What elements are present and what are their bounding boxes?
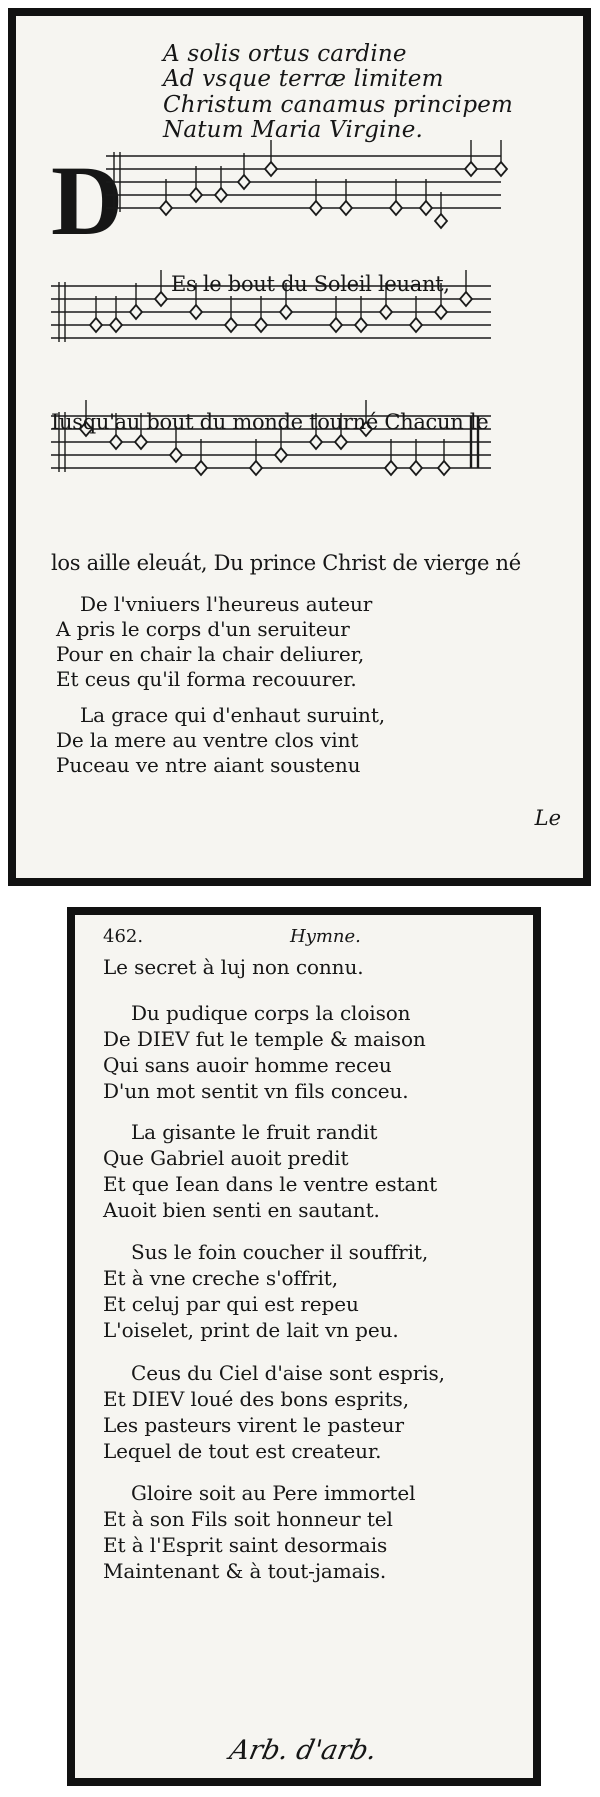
note-head (385, 461, 397, 475)
note-head (380, 305, 392, 319)
stanza-5-line-3: Et celuj par qui est repeu (103, 1292, 359, 1316)
music-staff-1 (106, 140, 507, 228)
note-head (90, 318, 102, 332)
note-head (135, 435, 147, 449)
note-head (310, 435, 322, 449)
note-head (465, 162, 477, 176)
stanza-5-line-4: L'oiselet, print de lait vn peu. (103, 1318, 399, 1342)
note-head (435, 305, 447, 319)
stanza-1-line-4: Et ceus qu'il forma recouurer. (56, 667, 357, 691)
music-lyric-1: Es le bout du Soleil leuant, (171, 272, 450, 296)
latin-line-2: Ad vsque terræ limitem (163, 66, 444, 92)
signature: Arb. d'arb. (226, 1735, 380, 1766)
note-head (355, 318, 367, 332)
note-head (170, 448, 182, 462)
catchword: Le (534, 806, 561, 830)
note-head (110, 318, 122, 332)
note-head (265, 162, 277, 176)
note-head (195, 461, 207, 475)
stanza-2-line-2: De la mere au ventre clos vint (56, 728, 359, 752)
note-head (130, 305, 142, 319)
stanza-5-line-2: Et à vne creche s'offrit, (103, 1266, 338, 1290)
note-head (310, 201, 322, 215)
stanza-7-line-3: Et à l'Esprit saint desormais (103, 1533, 388, 1557)
note-head (275, 448, 287, 462)
note-head (250, 461, 262, 475)
note-head (460, 292, 472, 306)
stanza-3-line-2: De DIEV fut le temple & maison (103, 1027, 426, 1051)
note-head (190, 305, 202, 319)
note-head (190, 188, 202, 202)
note-head (280, 305, 292, 319)
running-title: Hymne. (290, 926, 361, 947)
stanza-4-line-1: La gisante le fruit randit (131, 1120, 378, 1144)
note-head (330, 318, 342, 332)
latin-line-4: Natum Maria Virgine. (163, 117, 424, 143)
stanza-4-line-3: Et que Iean dans le ventre estant (103, 1172, 438, 1196)
note-head (410, 318, 422, 332)
note-head (225, 318, 237, 332)
continuation-line: Le secret à luj non connu. (103, 955, 364, 979)
stanza-6-line-4: Lequel de tout est createur. (103, 1439, 382, 1463)
stanza-1-line-3: Pour en chair la chair deliurer, (56, 642, 365, 666)
stanza-4-line-4: Auoit bien senti en sautant. (103, 1198, 380, 1222)
page-number: 462. (103, 926, 144, 947)
note-head (160, 201, 172, 215)
note-head (410, 461, 422, 475)
music-lyric-3: los aille eleuát, Du prince Christ de vierge né (51, 551, 521, 575)
note-head (495, 162, 507, 176)
stanza-7-line-2: Et à son Fils soit honneur tel (103, 1507, 393, 1531)
note-head (110, 435, 122, 449)
stanza-3-line-1: Du pudique corps la cloison (131, 1001, 411, 1025)
upper-page (8, 8, 591, 886)
stanza-6-line-3: Les pasteurs virent le pasteur (103, 1413, 404, 1437)
note-head (390, 201, 402, 215)
stanza-1-line-2: A pris le corps d'un seruiteur (56, 617, 350, 641)
stanza-6-line-2: Et DIEV loué des bons esprits, (103, 1387, 409, 1411)
drop-cap: D (51, 145, 122, 256)
note-head (438, 461, 450, 475)
stanza-7-line-1: Gloire soit au Pere immortel (131, 1481, 416, 1505)
latin-line-3: Christum canamus principem (163, 92, 514, 118)
stanza-7-line-4: Maintenant & à tout-jamais. (103, 1559, 387, 1583)
stanza-2-line-3: Puceau ve ntre aiant soustenu (56, 753, 361, 777)
note-head (435, 214, 447, 228)
note-head (238, 175, 250, 189)
stanza-3-line-4: D'un mot sentit vn fils conceu. (103, 1079, 409, 1103)
note-head (255, 318, 267, 332)
lower-page (67, 907, 541, 1786)
note-head (420, 201, 432, 215)
stanza-3-line-3: Qui sans auoir homme receu (103, 1053, 392, 1077)
stanza-4-line-2: Que Gabriel auoit predit (103, 1146, 349, 1170)
note-head (215, 188, 227, 202)
note-head (340, 201, 352, 215)
note-head (335, 435, 347, 449)
stanza-5-line-1: Sus le foin coucher il souffrit, (131, 1240, 429, 1264)
music-lyric-2: Iusqu'au bout du monde tourné Chacun le (51, 410, 489, 434)
stanza-2-line-1: La grace qui d'enhaut suruint, (80, 703, 386, 727)
latin-line-1: A solis ortus cardine (163, 41, 407, 67)
stanza-1-line-1: De l'vniuers l'heureus auteur (80, 592, 373, 616)
stanza-6-line-1: Ceus du Ciel d'aise sont espris, (131, 1361, 445, 1385)
note-head (155, 292, 167, 306)
